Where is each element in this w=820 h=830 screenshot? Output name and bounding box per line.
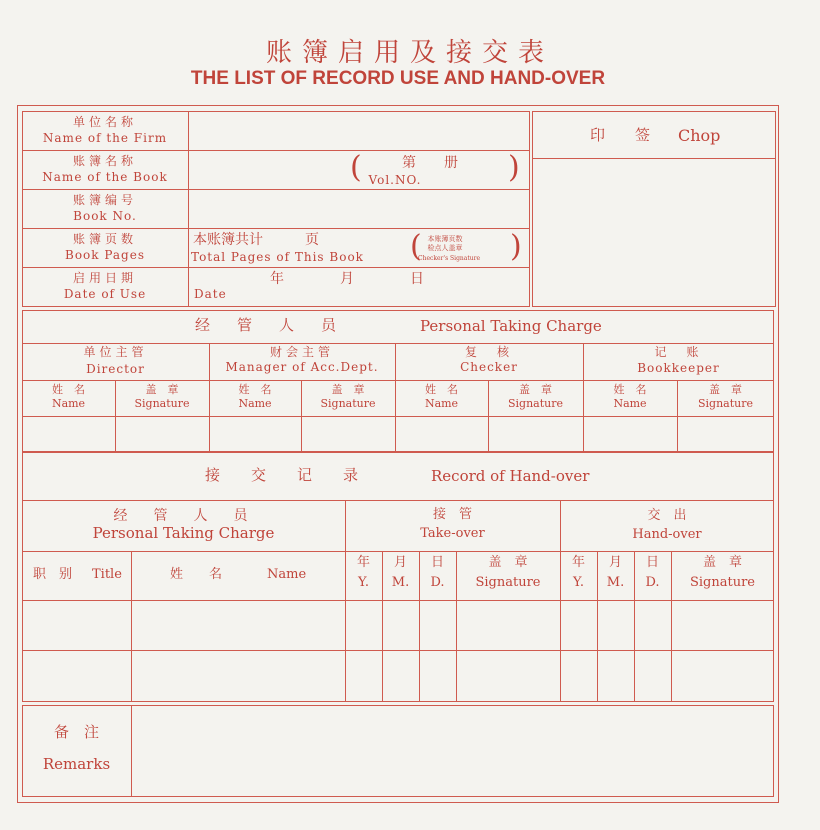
ho-day-en: D. xyxy=(645,575,660,590)
ho-day-cn: 日 xyxy=(645,555,659,570)
firm-label-cn: 单位名称 xyxy=(72,115,137,129)
to-day-en: D. xyxy=(430,575,445,590)
manager-sig-en: Signature xyxy=(320,397,376,410)
checker-name-en: Name xyxy=(424,397,459,410)
date-of-use-label-cn: 启用日期 xyxy=(72,271,137,285)
bookkeeper-sig-cn: 盖 章 xyxy=(709,383,742,396)
to-month-en: M. xyxy=(391,575,410,590)
to-year-en: Y. xyxy=(357,575,370,590)
handover-row[interactable] xyxy=(23,601,773,649)
handover-header-en: Record of Hand-over xyxy=(431,467,590,485)
to-year-cn: 年 xyxy=(356,555,370,570)
manager-name-cn: 姓 名 xyxy=(238,383,272,396)
ho-personal-cn: 经 管 人 员 xyxy=(113,508,254,524)
handover-header-cn: 接 交 记 录 xyxy=(205,466,367,484)
ho-sig-en: Signature xyxy=(689,575,755,590)
checker-signature-en: Checker's Signature xyxy=(418,255,481,262)
chop-area[interactable] xyxy=(534,160,774,305)
volume-label-cn: 第 册 xyxy=(402,155,458,171)
takeover-cn: 接 管 xyxy=(432,507,472,522)
checker-sig-en: Signature xyxy=(507,397,563,410)
date-ymd-label: 年 月 日 xyxy=(270,271,424,287)
ho-title-cn: 职 别 xyxy=(33,567,73,582)
personnel-box xyxy=(22,310,774,452)
total-pages-label-en: Total Pages of This Book xyxy=(191,250,364,264)
personnel-header-en: Personal Taking Charge xyxy=(420,317,602,335)
total-pages-label-cn: 本账簿共计 页 xyxy=(193,232,319,248)
bookkeeper-name-cn: 姓 名 xyxy=(613,383,647,396)
ho-name-en: Name xyxy=(267,567,307,582)
remarks-label-cn: 备 注 xyxy=(53,723,99,741)
ho-year-en: Y. xyxy=(572,575,585,590)
manager-sig-cn: 盖 章 xyxy=(331,383,365,396)
director-sig-en: Signature xyxy=(134,397,190,410)
chop-label-en: Chop xyxy=(678,126,721,145)
book-no-label-en: Book No. xyxy=(73,209,137,223)
to-sig-cn: 盖 章 xyxy=(488,555,528,570)
role-bookkeeper-cn: 记 账 xyxy=(654,345,703,359)
director-name-en: Name xyxy=(51,397,86,410)
title-chinese: 账簿启用及接交表 xyxy=(265,38,554,68)
ho-month-en: M. xyxy=(606,575,625,590)
book-pages-label-cn: 账簿页数 xyxy=(72,232,137,246)
role-manager-cn: 财会主管 xyxy=(269,345,334,359)
book-no-field[interactable] xyxy=(190,190,528,227)
role-checker-en: Checker xyxy=(460,360,518,374)
book-no-label-cn: 账簿编号 xyxy=(72,193,137,207)
ho-sig-cn: 盖 章 xyxy=(702,555,742,570)
chop-label-cn: 印 签 xyxy=(590,126,651,144)
to-day-cn: 日 xyxy=(430,555,444,570)
firm-name-field[interactable] xyxy=(190,112,528,149)
director-name-cn: 姓 名 xyxy=(52,383,85,396)
ho-month-cn: 月 xyxy=(608,555,622,570)
volume-label-en: Vol.NO. xyxy=(368,173,422,187)
manager-name-en: Name xyxy=(238,397,272,410)
bookkeeper-sig-en: Signature xyxy=(697,397,753,410)
book-name-label-cn: 账簿名称 xyxy=(72,154,137,168)
checker-signature-cn: 本账簿页数 检点人盖章 xyxy=(427,235,463,253)
handover-row[interactable] xyxy=(23,651,773,701)
remarks-label-en: Remarks xyxy=(42,755,111,773)
personnel-header-cn: 经 管 人 员 xyxy=(195,316,343,334)
bookkeeper-name-en: Name xyxy=(613,397,647,410)
ho-title-en: Title xyxy=(92,567,122,582)
title-english: THE LIST OF RECORD USE AND HAND-OVER xyxy=(190,68,606,89)
to-sig-en: Signature xyxy=(475,575,541,590)
date-of-use-label-en: Date of Use xyxy=(63,287,147,301)
date-label-en: Date xyxy=(194,287,227,301)
role-bookkeeper-en: Bookkeeper xyxy=(637,361,720,375)
handover-out-en: Hand-over xyxy=(632,527,702,542)
takeover-en: Take-over xyxy=(420,526,485,541)
role-checker-cn: 复 核 xyxy=(464,345,513,359)
checker-sig-cn: 盖 章 xyxy=(519,383,552,396)
firm-label-en: Name of the Firm xyxy=(42,131,168,145)
role-manager-en: Manager of Acc.Dept. xyxy=(225,360,379,374)
ho-personal-en: Personal Taking Charge xyxy=(92,524,275,542)
ho-name-cn: 姓 名 xyxy=(170,567,223,582)
role-director-cn: 单位主管 xyxy=(83,345,148,359)
book-pages-label-en: Book Pages xyxy=(65,248,145,262)
book-name-label-en: Name of the Book xyxy=(42,170,168,184)
director-sig-cn: 盖 章 xyxy=(145,383,179,396)
handover-out-cn: 交 出 xyxy=(647,508,687,523)
ho-year-cn: 年 xyxy=(571,555,585,570)
checker-name-cn: 姓 名 xyxy=(425,383,458,396)
to-month-cn: 月 xyxy=(393,555,407,570)
remarks-field[interactable] xyxy=(133,707,772,795)
role-director-en: Director xyxy=(86,362,145,376)
